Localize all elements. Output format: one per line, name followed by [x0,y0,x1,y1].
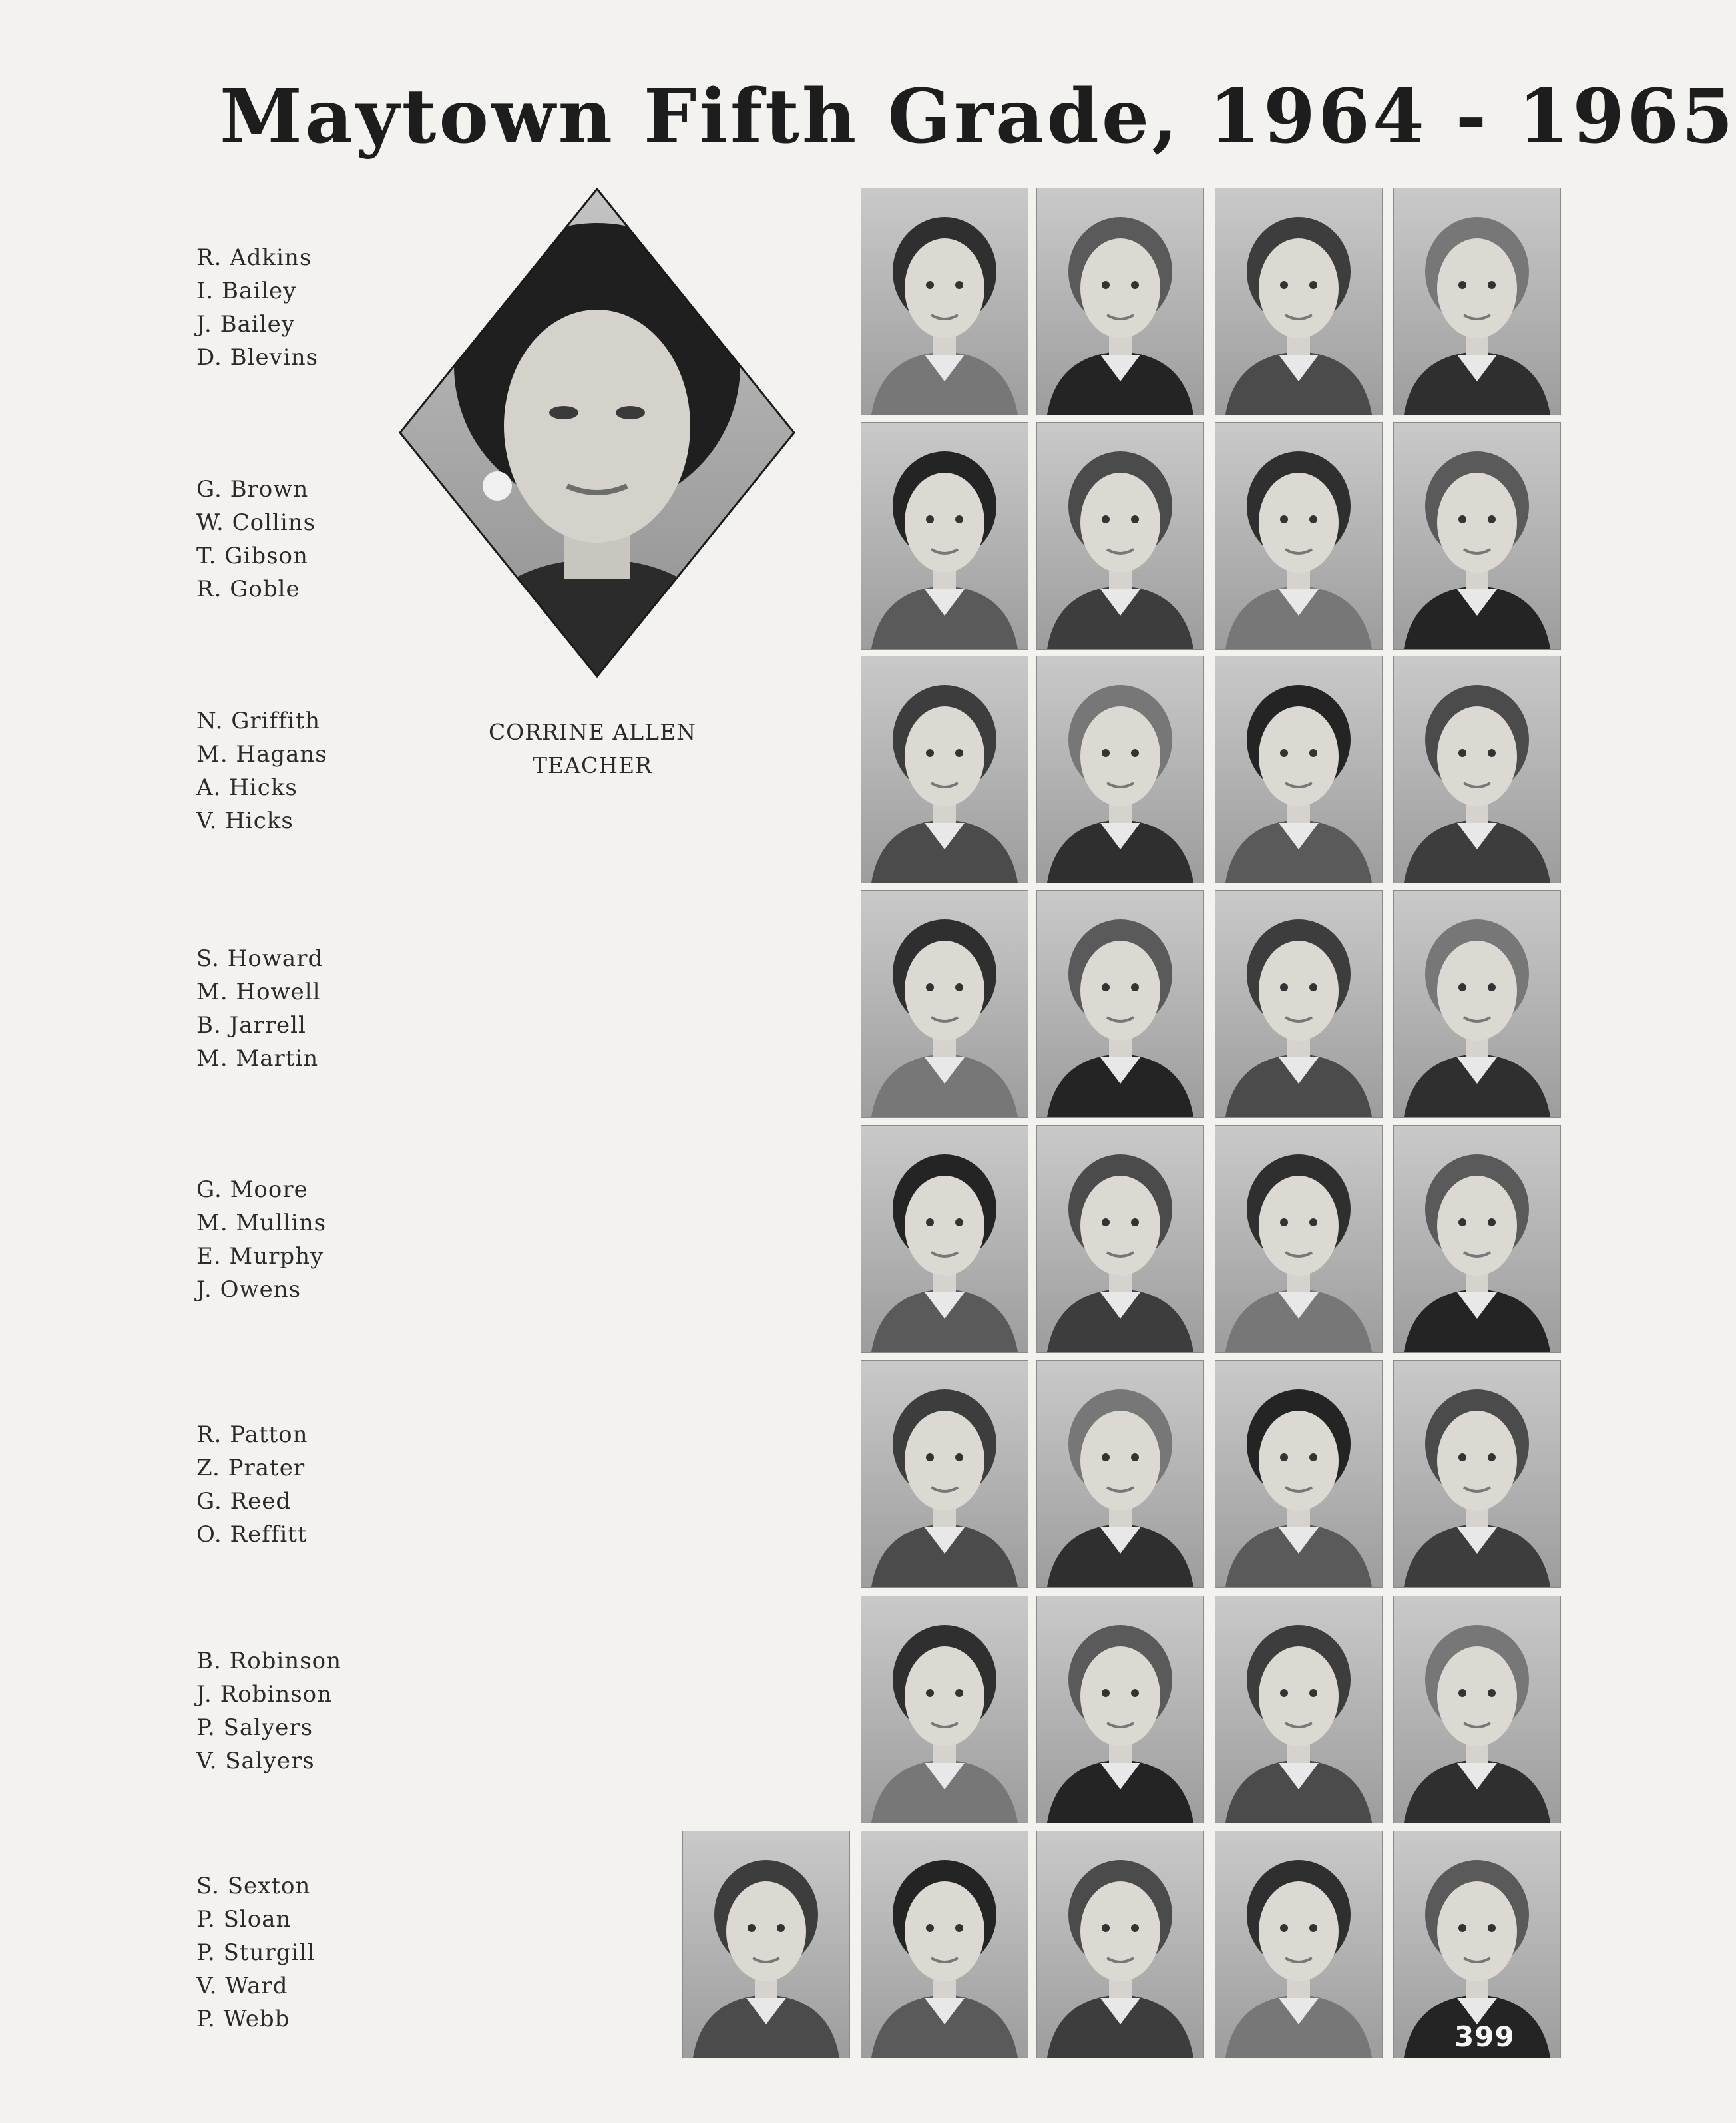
student-photo [861,656,1028,883]
student-photo [1215,890,1383,1118]
student-photo [1393,188,1561,415]
student-photo [1036,1125,1204,1353]
student-photo [1393,1125,1561,1353]
student-name: V. Ward [196,1973,288,1999]
student-name: G. Brown [196,476,309,503]
student-photo [861,1125,1028,1353]
student-name: G. Moore [196,1176,308,1203]
student-name: J. Owens [196,1276,302,1303]
teacher-portrait [397,186,797,679]
student-name: P. Webb [196,2006,290,2032]
student-name: M. Martin [196,1045,319,1072]
student-name: R. Patton [196,1421,308,1448]
student-photo [1215,1831,1383,2058]
student-name: V. Salyers [196,1748,315,1774]
student-photo [1036,422,1204,650]
student-photo [682,1831,850,2058]
names-group-2 [196,473,316,606]
student-photo [861,890,1028,1118]
student-name: P. Sloan [196,1906,292,1933]
student-photo [1393,1360,1561,1588]
student-photo [1036,188,1204,415]
names-group-4 [196,942,323,1075]
names-group-5 [196,1173,326,1306]
student-photo [1215,1125,1383,1353]
student-photo [1393,890,1561,1118]
student-photo [1393,656,1561,883]
student-name: T. Gibson [196,543,308,569]
student-photo [1036,1360,1204,1588]
student-name: W. Collins [196,509,316,536]
student-photo [1215,1360,1383,1588]
student-name: M. Howell [196,979,321,1005]
student-name: M. Mullins [196,1210,327,1236]
names-group-3 [196,704,327,837]
student-name: N. Griffith [196,708,321,734]
student-photo [861,422,1028,650]
student-name: A. Hicks [196,774,298,801]
student-name: P. Sturgill [196,1939,316,1966]
student-name: R. Adkins [196,244,312,271]
names-group-6 [196,1418,308,1551]
teacher-name: CORRINE ALLEN [488,719,697,745]
student-name: V. Hicks [196,808,294,834]
student-name: M. Hagans [196,741,327,768]
student-photo [1036,656,1204,883]
teacher-caption [466,716,719,782]
student-name: Z. Prater [196,1455,306,1481]
student-photo [1215,1596,1383,1823]
student-name: E. Murphy [196,1243,324,1270]
student-photo [1036,1831,1204,2058]
student-photo [1215,656,1383,883]
page-number: 399 [1454,2020,1515,2053]
student-name: S. Sexton [196,1873,311,1899]
student-photo [1036,1596,1204,1823]
student-name: D. Blevins [196,344,319,371]
teacher-role: TEACHER [533,752,652,778]
student-photo [861,1831,1028,2058]
student-name: R. Goble [196,576,300,602]
student-name: S. Howard [196,945,324,972]
student-name: P. Salyers [196,1714,314,1741]
student-name: G. Reed [196,1488,292,1515]
student-photo [861,188,1028,415]
student-name: O. Reffitt [196,1521,308,1548]
names-group-1 [196,241,318,374]
student-name: B. Jarrell [196,1012,306,1039]
page-title: Maytown Fifth Grade, 1964 - 1965 [220,73,1736,160]
student-photo [1215,188,1383,415]
student-photo [1036,890,1204,1118]
names-group-7 [196,1644,341,1777]
student-photo [861,1596,1028,1823]
student-photo [1393,1596,1561,1823]
student-photo [861,1360,1028,1588]
student-photo [1393,422,1561,650]
student-name: J. Robinson [196,1681,333,1708]
student-name: B. Robinson [196,1648,342,1674]
names-group-8 [196,1869,315,2036]
student-photo [1215,422,1383,650]
student-name: I. Bailey [196,278,297,304]
student-name: J. Bailey [196,311,295,338]
